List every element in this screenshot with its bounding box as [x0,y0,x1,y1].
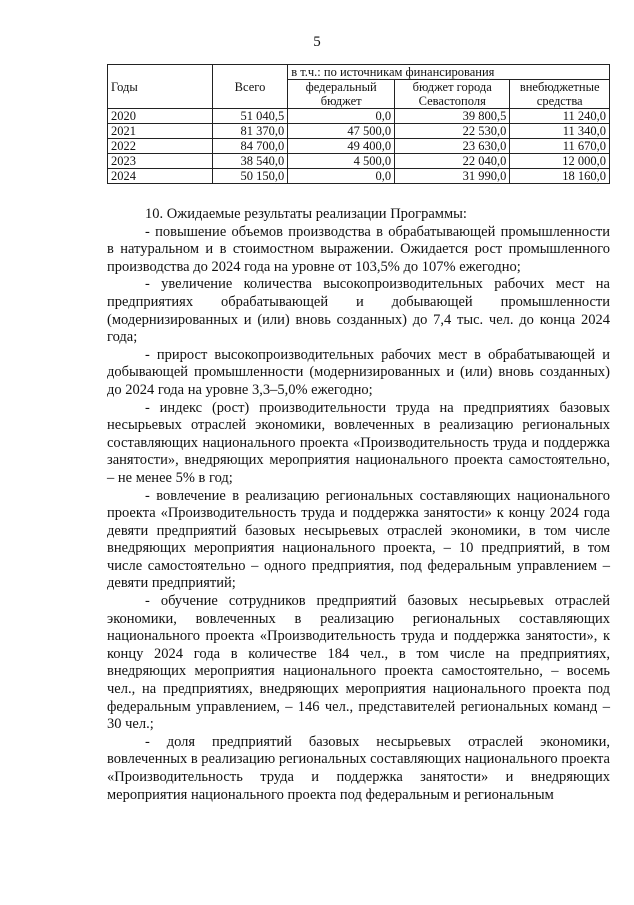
table-row [108,169,610,184]
cell-extra: 11 670,0 [510,139,610,154]
result-paragraph: - увеличение количества высокопроизводительных рабочих мест на предприятиях обрабатывающей и добывающей промышленности (модернизированных и (или) вновь созданных) до 7,4 тыс. чел. до конца 2024 года; [107,276,610,346]
cell-extra: 11 240,0 [510,109,610,124]
cell-extra: 18 160,0 [510,169,610,184]
table-row [108,139,610,154]
section-heading: 10. Ожидаемые результаты реализации Программы: [145,206,467,222]
cell-federal: 0,0 [288,109,395,124]
cell-extra: 12 000,0 [510,154,610,169]
cell-year: 2020 [108,109,213,124]
table-row [108,109,610,124]
table-row [108,124,610,139]
header-total: Всего [212,65,287,109]
result-paragraph: - обучение сотрудников предприятий базовых несырьевых отраслей экономики, вовлеченных в реализацию региональных составляющих национального проекта «Производительность труда и поддержка занятости», к концу 2024 года в количестве 184 чел., в том числе на предприятиях, внедряющих мероприятия национального проекта самостоятельно, – восемь чел., на предприятиях, внедряющих мероприятия национального проекта под федеральным управлением, – 146 чел., представителей региональных команд – 30 чел.; [107,593,610,733]
result-paragraph: - повышение объемов производства в обрабатывающей промышленности в натуральном и в стоимостном выражении. Ожидается рост промышленного производства до 2024 года на уровне от 103,5% до 107% ежегодно; [107,223,610,275]
cell-extra: 11 340,0 [510,124,610,139]
cell-federal: 49 400,0 [288,139,395,154]
header-sources-group: в т.ч.: по источникам финансирования [288,65,610,80]
cell-city: 31 990,0 [395,169,510,184]
cell-total: 81 370,0 [212,124,287,139]
cell-federal: 0,0 [288,169,395,184]
header-years: Годы [108,65,213,109]
result-paragraph: - прирост высокопроизводительных рабочих мест в обрабатывающей и добывающей промышленности (модернизированных и (или) вновь созданных) до 2024 года на уровне 3,3–5,0% ежегодно; [107,346,610,398]
cell-city: 22 040,0 [395,154,510,169]
cell-city: 23 630,0 [395,139,510,154]
header-federal: федеральный бюджет [288,80,395,109]
cell-total: 50 150,0 [212,169,287,184]
cell-federal: 47 500,0 [288,124,395,139]
cell-city: 39 800,5 [395,109,510,124]
table-row [108,154,610,169]
cell-year: 2023 [108,154,213,169]
result-paragraph: - вовлечение в реализацию региональных составляющих национального проекта «Производительность труда и поддержка занятости» к концу 2024 года девяти предприятий базовых несырьевых отраслей экономики, в том числе внедряющих мероприятия национального проекта, – 10 предприятий, в том числе самостоятельно – одного предприятия, под федеральным управлением – девяти предприятий; [107,487,610,592]
page-number: 5 [313,34,321,50]
header-city: бюджет города Севастополя [395,80,510,109]
cell-year: 2022 [108,139,213,154]
cell-city: 22 530,0 [395,124,510,139]
result-paragraph: - доля предприятий базовых несырьевых отраслей экономики, вовлеченных в реализацию региональных составляющих национального проекта «Производительность труда и поддержка занятости» и внедряющих мероприятия национального проекта под федеральным и региональным [107,733,610,803]
cell-total: 38 540,0 [212,154,287,169]
expected-results-section [107,206,610,804]
result-paragraph: - индекс (рост) производительности труда на предприятиях базовых несырьевых отраслей экономики, вовлеченных в реализацию региональных составляющих национального проекта «Производительность труда и поддержка занятости», внедряющих мероприятия национального проекта самостоятельно, – не менее 5% в год; [107,399,610,486]
financing-table [107,64,610,184]
cell-total: 84 700,0 [212,139,287,154]
cell-year: 2021 [108,124,213,139]
header-extra: внебюджетные средства [510,80,610,109]
cell-year: 2024 [108,169,213,184]
cell-total: 51 040,5 [212,109,287,124]
cell-federal: 4 500,0 [288,154,395,169]
